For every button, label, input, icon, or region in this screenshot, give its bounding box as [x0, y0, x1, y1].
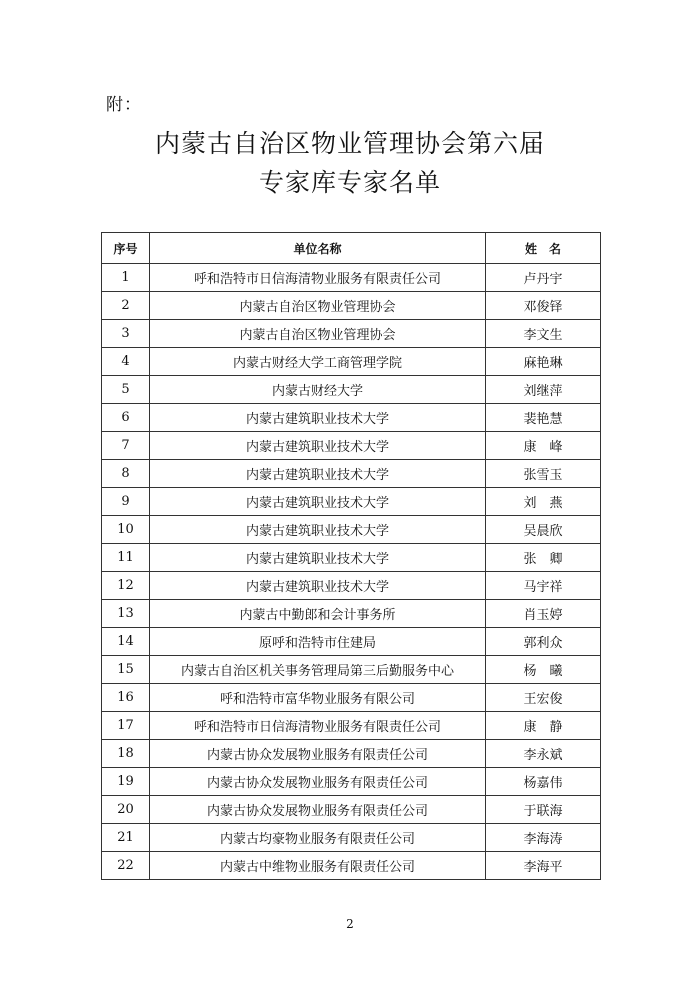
row-person-name: 麻艳琳 [486, 348, 601, 376]
row-unit-name: 内蒙古自治区机关事务管理局第三后勤服务中心 [150, 656, 486, 684]
table-row [102, 376, 601, 404]
row-unit-name: 内蒙古财经大学工商管理学院 [150, 348, 486, 376]
row-unit-name: 内蒙古中勤郎和会计事务所 [150, 600, 486, 628]
row-person-name: 肖玉婷 [486, 600, 601, 628]
row-serial-number: 5 [102, 376, 150, 404]
row-serial-number: 16 [102, 684, 150, 712]
row-person-name: 卢丹宇 [486, 264, 601, 292]
table-row [102, 684, 601, 712]
table-row [102, 600, 601, 628]
row-serial-number: 2 [102, 292, 150, 320]
table-row [102, 516, 601, 544]
row-serial-number: 15 [102, 656, 150, 684]
row-person-name: 李文生 [486, 320, 601, 348]
row-unit-name: 内蒙古中维物业服务有限责任公司 [150, 852, 486, 880]
row-unit-name: 内蒙古建筑职业技术大学 [150, 460, 486, 488]
table-row [102, 348, 601, 376]
row-unit-name: 内蒙古自治区物业管理协会 [150, 320, 486, 348]
table-header-row [102, 233, 601, 264]
row-person-name: 李永斌 [486, 740, 601, 768]
row-unit-name: 呼和浩特市日信海清物业服务有限责任公司 [150, 264, 486, 292]
row-person-name: 李海平 [486, 852, 601, 880]
row-unit-name: 内蒙古均豪物业服务有限责任公司 [150, 824, 486, 852]
row-unit-name: 内蒙古建筑职业技术大学 [150, 404, 486, 432]
row-unit-name: 内蒙古财经大学 [150, 376, 486, 404]
row-person-name: 马宇祥 [486, 572, 601, 600]
row-serial-number: 17 [102, 712, 150, 740]
row-serial-number: 21 [102, 824, 150, 852]
row-serial-number: 9 [102, 488, 150, 516]
row-person-name: 裴艳慧 [486, 404, 601, 432]
row-serial-number: 14 [102, 628, 150, 656]
row-person-name: 张雪玉 [486, 460, 601, 488]
table-row [102, 768, 601, 796]
row-serial-number: 10 [102, 516, 150, 544]
row-serial-number: 7 [102, 432, 150, 460]
table-row [102, 572, 601, 600]
header-serial-number: 序号 [102, 233, 150, 264]
header-person-name: 姓 名 [486, 233, 601, 264]
row-unit-name: 内蒙古建筑职业技术大学 [150, 432, 486, 460]
table-row [102, 544, 601, 572]
table-row [102, 628, 601, 656]
table-row [102, 712, 601, 740]
row-person-name: 杨嘉伟 [486, 768, 601, 796]
annex-label: 附： [106, 95, 142, 115]
table-row [102, 656, 601, 684]
page-number: 2 [346, 917, 354, 931]
table-row [102, 404, 601, 432]
row-person-name: 张 卿 [486, 544, 601, 572]
row-unit-name: 内蒙古建筑职业技术大学 [150, 572, 486, 600]
row-unit-name: 内蒙古建筑职业技术大学 [150, 544, 486, 572]
table-row [102, 432, 601, 460]
row-unit-name: 原呼和浩特市住建局 [150, 628, 486, 656]
row-unit-name: 内蒙古自治区物业管理协会 [150, 292, 486, 320]
table-body [102, 264, 601, 880]
table-row [102, 796, 601, 824]
table-row [102, 292, 601, 320]
row-serial-number: 8 [102, 460, 150, 488]
header-unit-name: 单位名称 [150, 233, 486, 264]
row-unit-name: 呼和浩特市富华物业服务有限公司 [150, 684, 486, 712]
table-row [102, 488, 601, 516]
row-person-name: 康 静 [486, 712, 601, 740]
row-person-name: 康 峰 [486, 432, 601, 460]
row-unit-name: 内蒙古建筑职业技术大学 [150, 488, 486, 516]
row-serial-number: 11 [102, 544, 150, 572]
expert-roster-table [101, 232, 601, 880]
row-person-name: 杨 曦 [486, 656, 601, 684]
table-row [102, 740, 601, 768]
table-row [102, 460, 601, 488]
document-title-line-2: 专家库专家名单 [258, 168, 441, 197]
row-serial-number: 13 [102, 600, 150, 628]
row-serial-number: 18 [102, 740, 150, 768]
row-serial-number: 6 [102, 404, 150, 432]
table-row [102, 852, 601, 880]
row-person-name: 于联海 [486, 796, 601, 824]
row-serial-number: 3 [102, 320, 150, 348]
row-unit-name: 内蒙古建筑职业技术大学 [150, 516, 486, 544]
row-unit-name: 内蒙古协众发展物业服务有限责任公司 [150, 740, 486, 768]
row-unit-name: 内蒙古协众发展物业服务有限责任公司 [150, 796, 486, 824]
table-row [102, 824, 601, 852]
document-title-line-1: 内蒙古自治区物业管理协会第六届 [154, 129, 545, 158]
row-serial-number: 22 [102, 852, 150, 880]
row-person-name: 刘继萍 [486, 376, 601, 404]
row-person-name: 邓俊铎 [486, 292, 601, 320]
row-unit-name: 内蒙古协众发展物业服务有限责任公司 [150, 768, 486, 796]
row-serial-number: 1 [102, 264, 150, 292]
row-person-name: 郭利众 [486, 628, 601, 656]
row-serial-number: 20 [102, 796, 150, 824]
row-serial-number: 12 [102, 572, 150, 600]
table-row [102, 320, 601, 348]
row-person-name: 王宏俊 [486, 684, 601, 712]
row-person-name: 刘 燕 [486, 488, 601, 516]
row-unit-name: 呼和浩特市日信海清物业服务有限责任公司 [150, 712, 486, 740]
row-person-name: 吴晨欣 [486, 516, 601, 544]
row-serial-number: 19 [102, 768, 150, 796]
table-row [102, 264, 601, 292]
row-serial-number: 4 [102, 348, 150, 376]
row-person-name: 李海涛 [486, 824, 601, 852]
